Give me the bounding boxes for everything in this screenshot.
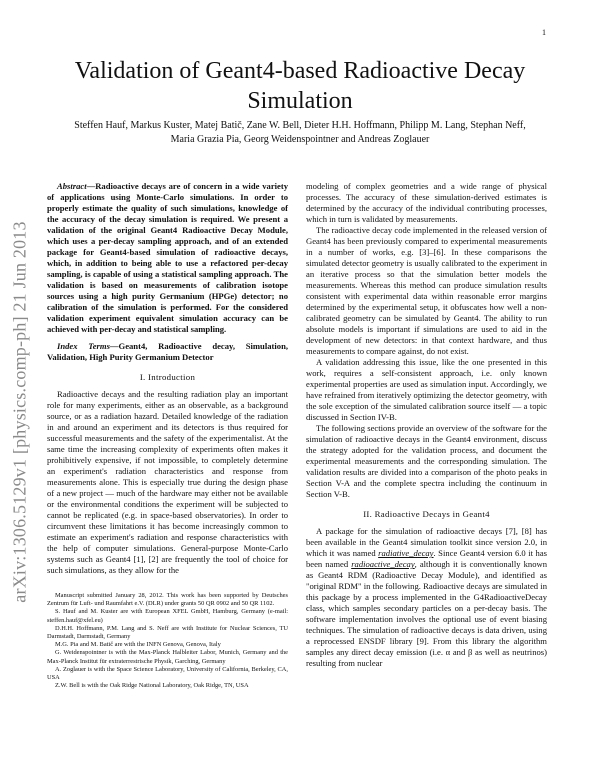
abstract-lead: Abstract [57,181,87,191]
arxiv-stamp [8,152,32,672]
para5-part-a: A package for the simulation of radioactive decays [7], [8] has been available in the Geant4 simulation toolkit since version 2.0, in which it was named [306,526,547,558]
para5-part-c: , although it is conventionally known as Geant4 RDM (Radioactive Decay Module), and identified as "original RDM" in the following. Radioactive decays are simulated in this package by a process implemented in the G4RadioactiveDecay class, which samples secondary particles on a per-decay basis. The software implementation involves the optional use of event biasing techniques. The simulation of radioactive decays is data driven, using a reprocessed ENSDF library [9]. From this library the algorithm samples any direct decay emission (i.e. α and β as well as neutrinos) resulting from nuclear [306,559,547,668]
author-list [50,119,550,147]
index-terms [47,341,288,363]
footnote: D.H.H. Hoffmann, P.M. Lang and S. Neff are with Institute for Nuclear Sciences, TU Darmstadt, Darmstadt, Germany [47,624,288,641]
body-paragraph: A validation addressing this issue, like the one presented in this work, requires a self-consistent approach, i.e. only known experimental properties are used as simulation input. Accordingly, we have refrained from iteratively optimizing the detector geometry, with the sole exception of the simulated calibration source itself — a topic discussed in Section IV-B. [306,357,547,422]
index-terms-lead: Index Terms [57,341,110,351]
footnotes [47,592,288,690]
body-paragraph: The following sections provide an overview of the software for the simulation of radioactive decays in the Geant4 environment, discuss the strategy adopted for the validation process, and document the experimental measurements and the corresponding simulation. The validation results are divided into a comparison of the photo peaks in Section V-A and the complete spectra including the continuum in Section V-B. [306,423,547,499]
body-paragraph: The radioactive decay code implemented in the released version of Geant4 has been previously compared to experimental measurements in a number of works, e.g. [3]–[6]. In these comparisons the simulated detector geometry is usually calibrated to the experiment in an iterative process so that the simulation better models the measurements. Whereas this method can produce simulation results consistent with experimental data within reasonable error margins determined by the experimental setup, it obfuscates how well a non-calibrated geometry can be simulated by Geant4. The ability to run absolute models is important if simulations are used to aid in the development of new detectors: in that context hardware, and thus measurements to compare against, do not exist. [306,225,547,356]
footnote: G. Weidenspointner is with the Max-Planck Halbleiter Labor, Munich, Germany and the Max-Planck Institut für extraterrestrische Physik, Garching, Germany [47,649,288,665]
footnote: A. Zoglauer is with the Space Science Laboratory, University of California, Berkeley, CA, USA [47,665,288,682]
index-terms-text: —Geant4, Radioactive decay, Simulation, Validation, High Purity Germanium Detector [47,341,288,362]
page-number: 1 [542,28,546,37]
left-column [47,181,288,690]
package-name-radioactive-decay: radioactive_decay [351,559,415,569]
arxiv-stamp-text: arXiv:1306.5129v1 [physics.comp-ph] 21 Jun 2013 [9,221,30,603]
footnote: S. Hauf and M. Kuster are with European XFEL GmbH, Hamburg, Germany (e-mail: steffen.hauf@xfel.eu) [47,608,288,624]
intro-paragraph: Radioactive decays and the resulting radiation play an important role for many experiments, either as an observable, as a background source, or as a radiation hazard. Detailed knowledge of the radiation in and around an experiment and its detectors is thus required for successful measurements and the safety of the experimentalist. At the same time the increasing complexity of experiments often makes it prohibitively expensive, if not impossible, to completely determine an experiment's radiation characteristics and response from measurements alone. This is especially true during the design phase of a new project — much of the hardware may either not be available or the environmental conditions the experiment will be subjected to cannot be replicated (e.g. in space-based observatories). In order to circumvent these limitations it has become increasingly common to estimate an experiment's radiation and response characteristics with the help of computer simulations. General-purpose Monte-Carlo systems such as Geant4 [1], [2] are frequently the tool of choice for such simulations, as they allow for the [47,389,288,575]
body-paragraph [306,526,547,669]
paper-title: Validation of Geant4-based Radioactive Decay Simulation [74,58,526,114]
para5-part-b: . Since Geant4 version 6.0 it has been named [306,548,547,569]
right-column [306,181,547,669]
section-heading-introduction: I. Introduction [139,372,196,382]
footnote: Z.W. Bell is with the Oak Ridge National Laboratory, Oak Ridge, TN, USA [55,682,249,690]
authors-line-2: Maria Grazia Pia, Georg Weidenspointner and Andreas Zoglauer [170,134,430,145]
abstract [47,181,288,335]
section-heading-radioactive-decays: II. Radioactive Decays in Geant4 [363,509,490,519]
footnote: Manuscript submitted January 28, 2012. This work has been supported by Deutsches Zentrum für Luft- und Raumfahrt e.V. (DLR) under grants 50 QR 0902 and 50 QR 1102. [47,592,288,608]
footnote: M.G. Pia and M. Batič are with the INFN Genova, Genova, Italy [55,641,221,649]
body-paragraph: modeling of complex geometries and a wide range of physical processes. The accuracy of these simulation-derived estimates is determined by the accuracy of the individual contributing processes, which in turn is validated by measurements. [306,181,547,224]
package-name-radiative-decay: radiative_decay [378,548,434,558]
authors-line-1: Steffen Hauf, Markus Kuster, Matej Batič, Zane W. Bell, Dieter H.H. Hoffmann, Philipp M. Lang, Stephan Neff, [74,120,526,131]
abstract-text: —Radioactive decays are of concern in a wide variety of applications using Monte-Carlo simulations. In order to properly estimate the quality of such simulations, knowledge of the accuracy of the decay simulation is required. We present a validation of the original Geant4 Radioactive Decay Module, which uses a per-decay sampling approach, and of an extended package for Geant4-based simulation of radioactive decays, which, in addition to being able to use a refactored per-decay sampling, is capable of using a statistical sampling approach. The validation is based on measurements of calibration isotope sources using a high purity Germanium (HPGe) detector; no calibration of the simulation is performed. For the considered validation experiment equivalent simulation accuracy can be achieved with per-decay and statistical sampling. [47,181,288,334]
